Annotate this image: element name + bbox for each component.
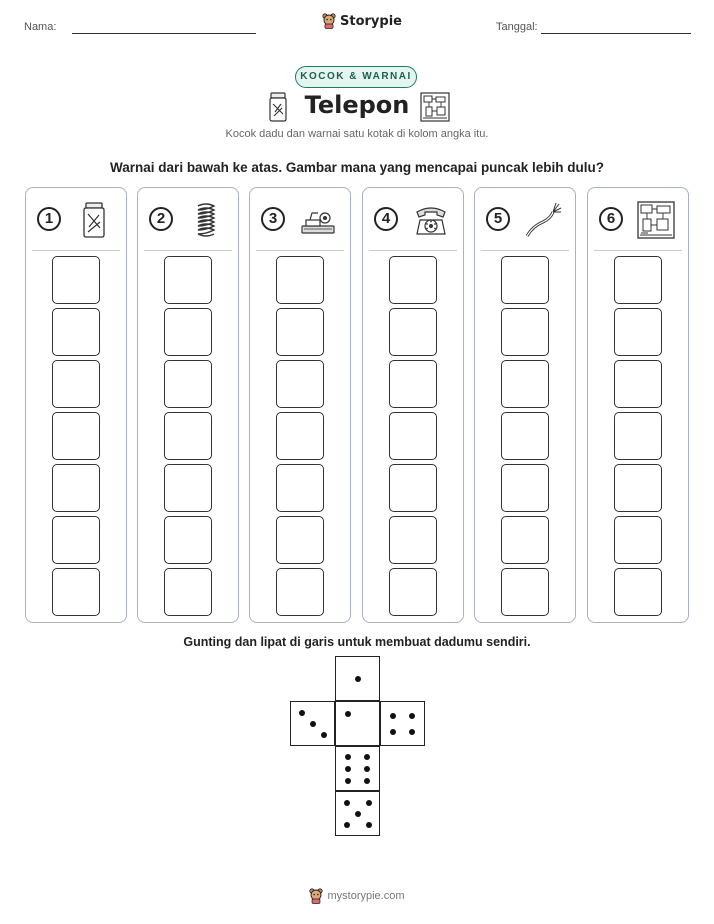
color-box[interactable] xyxy=(389,360,437,408)
color-box[interactable] xyxy=(164,568,212,616)
color-box[interactable] xyxy=(389,256,437,304)
color-box[interactable] xyxy=(164,256,212,304)
column-2 xyxy=(137,187,239,623)
color-box[interactable] xyxy=(52,516,100,564)
color-box[interactable] xyxy=(52,256,100,304)
color-box[interactable] xyxy=(501,308,549,356)
cut-instruction: Gunting dan lipat di garis untuk membuat dadumu sendiri. xyxy=(183,635,531,649)
color-box[interactable] xyxy=(501,568,549,616)
color-box[interactable] xyxy=(389,412,437,460)
coloring-instruction: Warnai dari bawah ke atas. Gambar mana yang mencapai puncak lebih dulu? xyxy=(110,160,604,175)
color-box[interactable] xyxy=(614,516,662,564)
cable-icon xyxy=(523,200,563,240)
column-4 xyxy=(362,187,464,623)
die-face-six xyxy=(335,746,380,791)
bear-mascot-icon xyxy=(309,888,323,904)
color-box[interactable] xyxy=(276,568,324,616)
color-box[interactable] xyxy=(614,360,662,408)
color-box[interactable] xyxy=(164,464,212,512)
page-title: Telepon xyxy=(304,91,410,119)
die-face-one xyxy=(335,656,380,701)
date-label: Tanggal: xyxy=(496,21,538,33)
circuit-board-icon xyxy=(420,92,450,122)
color-box[interactable] xyxy=(389,568,437,616)
column-number: 6 xyxy=(599,207,623,231)
name-label: Nama: xyxy=(24,21,57,33)
column-number: 5 xyxy=(486,207,510,231)
column-6 xyxy=(587,187,689,623)
rotary-phone-icon xyxy=(411,200,451,240)
die-face-three xyxy=(290,701,335,746)
die-face-one xyxy=(335,701,380,746)
column-number: 1 xyxy=(37,207,61,231)
color-box[interactable] xyxy=(164,360,212,408)
color-box[interactable] xyxy=(614,256,662,304)
die-face-five xyxy=(335,791,380,836)
color-box[interactable] xyxy=(614,412,662,460)
jar-icon xyxy=(74,200,114,240)
column-number: 2 xyxy=(149,207,173,231)
circuit-board-icon xyxy=(636,200,676,240)
color-box[interactable] xyxy=(501,360,549,408)
color-box[interactable] xyxy=(276,516,324,564)
footer-url: mystorypie.com xyxy=(327,890,405,902)
activity-badge: KOCOK & WARNAI xyxy=(295,66,417,88)
color-box[interactable] xyxy=(614,464,662,512)
color-box[interactable] xyxy=(276,360,324,408)
color-box[interactable] xyxy=(389,464,437,512)
color-box[interactable] xyxy=(501,516,549,564)
column-number: 3 xyxy=(261,207,285,231)
color-box[interactable] xyxy=(276,308,324,356)
column-1 xyxy=(25,187,127,623)
die-face-four xyxy=(380,701,425,746)
dice-net xyxy=(290,656,425,836)
color-box[interactable] xyxy=(52,308,100,356)
color-box[interactable] xyxy=(389,308,437,356)
color-box[interactable] xyxy=(501,256,549,304)
color-box[interactable] xyxy=(164,308,212,356)
column-3 xyxy=(249,187,351,623)
telegraph-icon xyxy=(298,200,338,240)
color-box[interactable] xyxy=(52,412,100,460)
subtitle: Kocok dadu dan warnai satu kotak di kolom angka itu. xyxy=(225,128,489,140)
color-box[interactable] xyxy=(276,412,324,460)
color-box[interactable] xyxy=(276,464,324,512)
brand-logo xyxy=(322,13,402,29)
color-box[interactable] xyxy=(389,516,437,564)
color-box[interactable] xyxy=(614,568,662,616)
color-box[interactable] xyxy=(52,568,100,616)
color-box[interactable] xyxy=(52,464,100,512)
color-box[interactable] xyxy=(276,256,324,304)
spring-icon xyxy=(186,200,226,240)
name-field-line[interactable] xyxy=(72,33,256,34)
color-box[interactable] xyxy=(614,308,662,356)
column-number: 4 xyxy=(374,207,398,231)
color-box[interactable] xyxy=(501,464,549,512)
column-5 xyxy=(474,187,576,623)
color-box[interactable] xyxy=(164,516,212,564)
brand-name: Storypie xyxy=(340,13,402,29)
color-box[interactable] xyxy=(164,412,212,460)
footer xyxy=(0,888,714,904)
color-box[interactable] xyxy=(52,360,100,408)
date-field-line[interactable] xyxy=(541,33,691,34)
bear-mascot-icon xyxy=(322,13,336,29)
color-box[interactable] xyxy=(501,412,549,460)
